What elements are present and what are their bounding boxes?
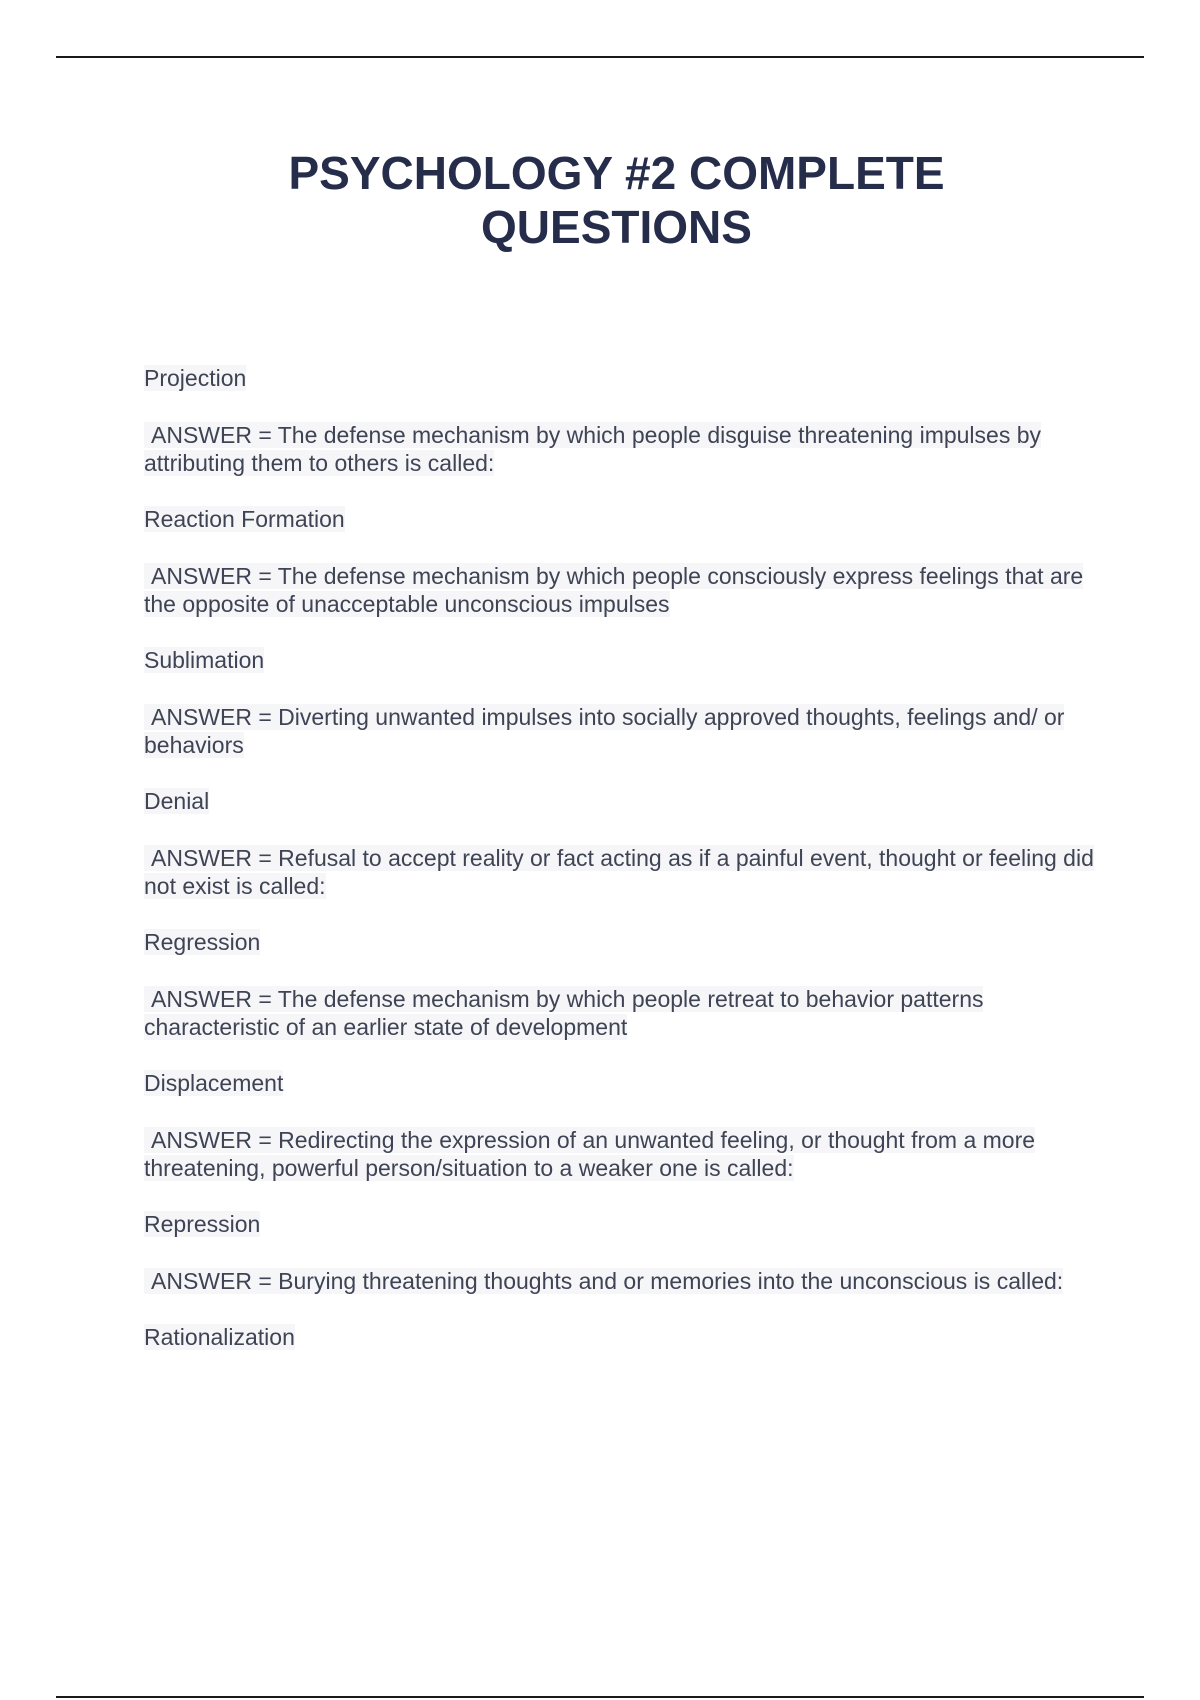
- answer-text: ANSWER = Redirecting the expression of an unwanted feeling, or thought from a more threatening, powerful person/situation to a weaker one is called:: [144, 1127, 1036, 1181]
- document-title: [0, 146, 1200, 254]
- answer-text: ANSWER = Refusal to accept reality or fact acting as if a painful event, thought or feeling did not exist is called:: [144, 845, 1094, 899]
- answer-text: ANSWER = Burying threatening thoughts and or memories into the unconscious is called:: [144, 1267, 1094, 1295]
- question-term: Repression: [144, 1211, 261, 1237]
- answer-text: ANSWER = Diverting unwanted impulses into socially approved thoughts, feelings and/ or behaviors: [144, 704, 1065, 758]
- question-term: Denial: [144, 788, 210, 814]
- bottom-rule: [56, 1696, 1144, 1698]
- question-term: Sublimation: [144, 647, 265, 673]
- question-term: Regression: [144, 929, 261, 955]
- answer-text: ANSWER = The defense mechanism by which people consciously express feelings that are the opposite of unacceptable unconscious impulses: [144, 563, 1084, 617]
- question-term: Displacement: [144, 1070, 284, 1096]
- question-answer-list: [144, 364, 1094, 1351]
- title-line-1: PSYCHOLOGY #2 COMPLETE: [288, 147, 945, 199]
- question-term: Rationalization: [144, 1324, 295, 1350]
- question-term: Reaction Formation: [144, 506, 345, 532]
- top-rule: [56, 56, 1144, 58]
- question-term: Projection: [144, 365, 247, 391]
- answer-text: ANSWER = The defense mechanism by which people disguise threatening impulses by attributing them to others is called:: [144, 422, 1042, 476]
- answer-text: ANSWER = The defense mechanism by which people retreat to behavior patterns characteristic of an earlier state of development: [144, 986, 984, 1040]
- title-line-2: QUESTIONS: [481, 201, 752, 253]
